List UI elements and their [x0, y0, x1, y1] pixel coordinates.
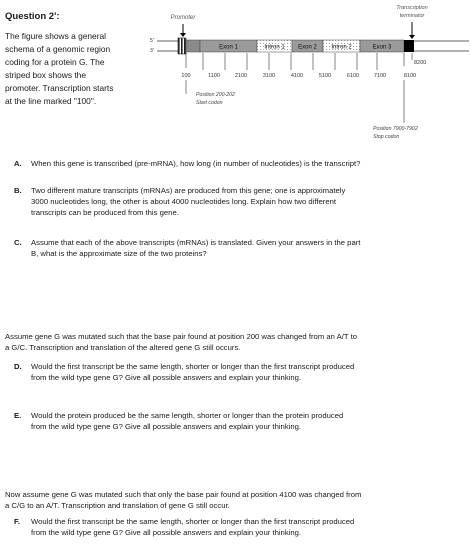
pos-label: 6100: [346, 73, 360, 79]
pos-label: 100: [181, 73, 191, 79]
question-f-line: from the wild type gene G? Give all possible answers and explain your thinking.: [31, 528, 302, 537]
terminator-label-line2: terminator: [399, 13, 425, 19]
question-d-line: from the wild type gene G? Give all possible answers and explain your thinking.: [31, 373, 302, 382]
upstream-region: [186, 40, 200, 52]
question-e-line: Would the protein produced be the same length, shorter or longer than the protein produced: [31, 411, 344, 420]
intro-line: striped box shows the: [5, 70, 87, 80]
promoter-box: [178, 38, 186, 54]
question-title: Question 2':: [5, 11, 60, 22]
question-f-label: F.: [14, 517, 20, 526]
promoter-label: Promoter: [170, 15, 196, 21]
pos-8200-label: 8200: [414, 60, 427, 66]
question-a-line: When this gene is transcribed (pre-mRNA), how long (in number of nucleotides) is the transcript?: [31, 159, 361, 168]
pos-label: 4100: [290, 73, 304, 79]
strand-3-label: 3': [150, 48, 154, 54]
start-codon-label: Start codon: [196, 100, 223, 106]
intro-line: The figure shows a general: [5, 31, 107, 41]
mutation-4100-paragraph: [5, 489, 467, 511]
question-e-text: [31, 410, 471, 432]
question-b: [14, 185, 471, 221]
segment-label-intron-2: Intron 2: [331, 44, 352, 51]
question-f: [14, 516, 471, 540]
gene-schema-diagram: [148, 0, 471, 145]
question-c-line: B, what is the approximate size of the two proteins?: [31, 249, 207, 258]
pos-label: 7100: [373, 73, 387, 79]
question-d-text: [31, 361, 471, 383]
question-d-line: Would the first transcript be the same length, shorter or longer than the first transcript produced: [31, 362, 355, 371]
question-c: [14, 237, 471, 261]
pos-label: 3100: [262, 73, 276, 79]
mutation-200-paragraph: [5, 331, 467, 353]
paragraph-line: Assume gene G was mutated such that the base pair found at position 200 was changed from an A/T to: [5, 332, 357, 341]
paragraph-line: a C/G to an A/T. Transcription and translation of gene G still occur.: [5, 501, 230, 510]
question-a-text: [31, 158, 471, 169]
question-c-line: Assume that each of the above transcripts (mRNAs) is translated. Given your answers in the part: [31, 238, 361, 247]
paragraph-line: a G/C. Transcription and translation of the altered gene G still occurs.: [5, 343, 241, 352]
question-e: [14, 410, 471, 434]
intro-line: promoter. Transcription starts: [5, 83, 114, 93]
segment-label-intron-1: Intron 1: [264, 44, 285, 51]
position-ticks: [186, 53, 412, 70]
question-d-label: D.: [14, 362, 22, 371]
pos-label: 2100: [234, 73, 248, 79]
terminator-region: [404, 40, 414, 52]
pos-label: 1100: [208, 73, 220, 79]
stop-codon-position: Position 7900-7902: [373, 126, 418, 132]
strand-5-label: 5': [150, 38, 154, 44]
intro-line: at the line marked "100".: [5, 96, 97, 106]
pos-label: 8100: [403, 73, 417, 79]
segment-label-exon-1: Exon 1: [219, 44, 238, 51]
question-e-label: E.: [14, 411, 22, 420]
intro-text: [5, 30, 143, 108]
question-c-label: C.: [14, 238, 22, 247]
question-c-text: [31, 237, 471, 259]
question-f-text: [31, 516, 471, 538]
question-a: [14, 158, 471, 172]
pos-label: 5100: [318, 73, 332, 79]
question-b-line: Two different mature transcripts (mRNAs) are produced from this gene; one is approximately: [31, 186, 346, 195]
start-codon-position: Position 200-202: [196, 92, 235, 98]
segment-label-exon-3: Exon 3: [372, 44, 392, 51]
segment-label-exon-2: Exon 2: [298, 44, 317, 51]
intro-line: coding for a protein G. The: [5, 57, 105, 67]
question-b-text: [31, 185, 471, 218]
question-d: [14, 361, 471, 385]
intro-line: schema of a genomic region: [5, 44, 111, 54]
question-f-line: Would the first transcript be the same length, shorter or longer than the first transcript produced: [31, 517, 355, 526]
question-a-label: A.: [14, 159, 22, 168]
question-b-label: B.: [14, 186, 22, 195]
question-e-line: from the wild type gene G? Give all possible answers and explain your thinking.: [31, 422, 302, 431]
paragraph-line: Now assume gene G was mutated such that only the base pair found at position 4100 was changed from: [5, 490, 362, 499]
question-b-line: transcripts can be produced from this gene.: [31, 208, 179, 217]
terminator-label-line1: Transcription: [396, 5, 428, 11]
question-b-line: 3000 nucleotides long, the other is about 4000 nucleotides long. Explain how two different: [31, 197, 337, 206]
stop-codon-label: Stop codon: [373, 134, 400, 140]
